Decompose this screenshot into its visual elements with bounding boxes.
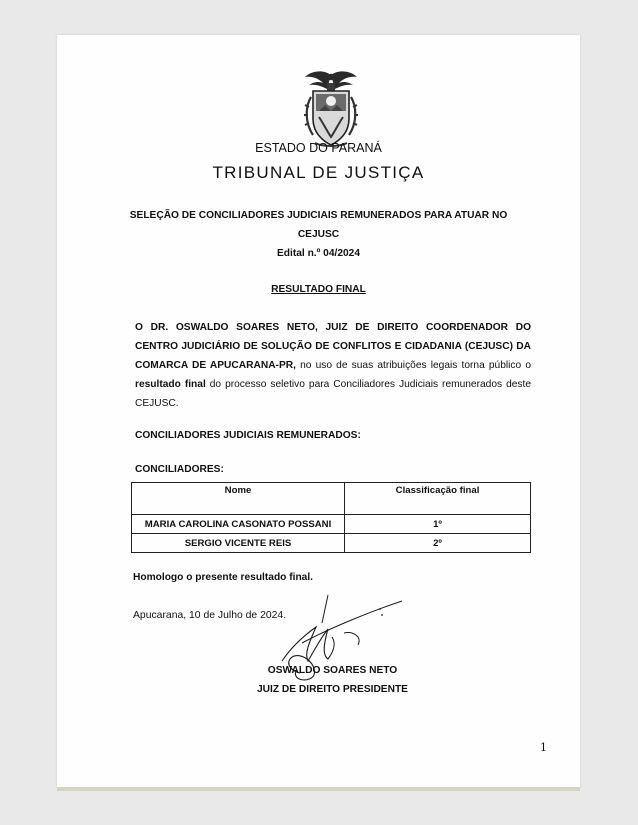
header-classification: Classificação final [345, 483, 531, 515]
cell-name: MARIA CAROLINA CASONATO POSSANI [132, 515, 345, 534]
table-row [132, 515, 531, 534]
selection-title-line2: CEJUSC [297, 229, 340, 240]
intro-text-1: no uso de suas atribuições legais torna público o [295, 360, 532, 371]
signer-role: JUIZ DE DIREITO PRESIDENTE [257, 684, 408, 695]
state-heading: ESTADO DO PARANÁ [255, 141, 382, 155]
cell-classification: 1º [345, 515, 531, 534]
table-row [132, 534, 531, 553]
table-header-row [132, 483, 531, 515]
results-table [131, 482, 531, 553]
subsection-title: CONCILIADORES: [135, 464, 224, 475]
edital-number: Edital n.º 04/2024 [277, 248, 360, 259]
intro-paragraph [135, 318, 531, 413]
coat-of-arms-icon [301, 67, 361, 151]
page-number: 1 [540, 741, 547, 754]
result-title-text: RESULTADO FINAL [271, 284, 366, 295]
homologation-text: Homologo o presente resultado final. [133, 572, 313, 583]
result-title [57, 284, 580, 295]
intro-emphasis: resultado final [135, 379, 206, 390]
signer-name: OSWALDO SOARES NETO [267, 665, 398, 676]
cell-classification: 2º [345, 534, 531, 553]
section-title: CONCILIADORES JUDICIAIS REMUNERADOS: [135, 430, 361, 441]
court-heading: TRIBUNAL DE JUSTIÇA [212, 163, 425, 182]
page-bottom-edge [57, 787, 580, 791]
place-date: Apucarana, 10 de Julho de 2024. [133, 610, 287, 621]
intro-bold-text: O DR. OSWALDO SOARES NETO, JUIZ DE DIREITO COORDENADOR DO CENTRO JUDICIÁRIO DE SOLUÇÃO DE CONFLITOS E CIDADANIA (CEJUSC) DA COMARCA DE APUCARANA-PR, [135, 322, 531, 371]
selection-title-line1: SELEÇÃO DE CONCILIADORES JUDICIAIS REMUNERADOS PARA ATUAR NO [129, 210, 508, 221]
document-page [57, 35, 580, 787]
header-name: Nome [132, 483, 345, 515]
intro-text-2: do processo seletivo para Conciliadores Judiciais remunerados deste CEJUSC. [135, 379, 531, 409]
cell-name: SERGIO VICENTE REIS [132, 534, 345, 553]
